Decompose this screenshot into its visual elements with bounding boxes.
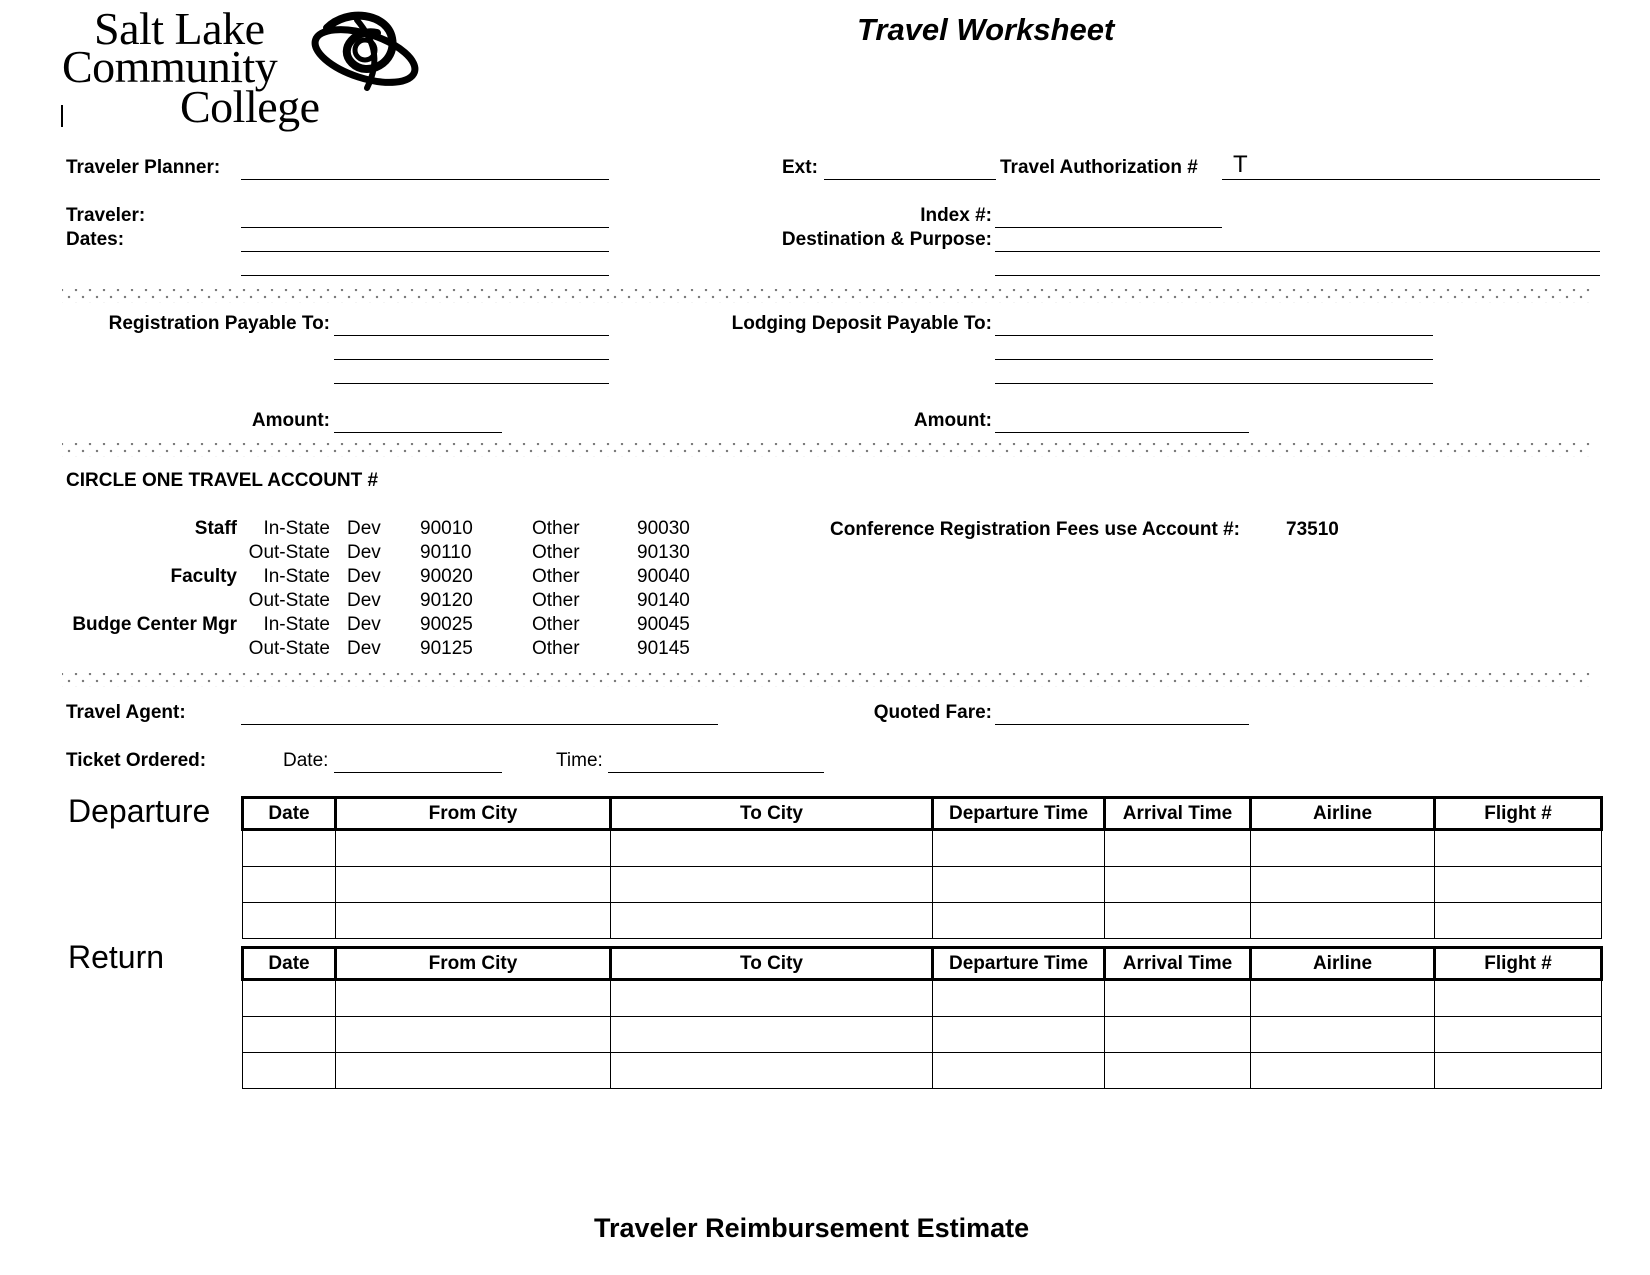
column-header: Flight # [1435,798,1602,830]
table-cell[interactable] [611,1053,933,1089]
dotted-divider [62,673,1592,687]
ticket-ordered-label: Ticket Ordered: [66,750,207,771]
amount-right-field[interactable] [995,432,1249,433]
account-location: Out-State [248,590,330,611]
travel-auth-value: T [1233,151,1248,178]
table-cell[interactable] [611,867,933,903]
column-header: Departure Time [933,798,1105,830]
quoted-fare-label: Quoted Fare: [873,702,992,723]
departure-table [241,796,1603,939]
account-other[interactable]: Other [532,614,580,635]
index-field[interactable] [995,227,1222,228]
table-cell[interactable] [1251,1017,1435,1053]
destination-field-2[interactable] [995,275,1600,276]
amount-left-label: Amount: [251,410,330,431]
table-cell[interactable] [611,980,933,1017]
table-cell[interactable] [243,1017,336,1053]
travel-auth-label: Travel Authorization # [1000,157,1198,178]
lodging-field-2[interactable] [995,359,1433,360]
account-other-number[interactable]: 90045 [637,614,690,635]
account-other-number[interactable]: 90040 [637,566,690,587]
column-header: Flight # [1435,948,1602,980]
table-cell[interactable] [243,903,336,939]
registration-label: Registration Payable To: [108,313,330,334]
ext-field[interactable] [824,179,996,180]
table-cell[interactable] [336,1053,611,1089]
table-cell[interactable] [933,903,1105,939]
registration-field-3[interactable] [334,383,609,384]
table-cell[interactable] [1105,830,1251,867]
table-cell[interactable] [243,830,336,867]
account-other[interactable]: Other [532,542,580,563]
table-cell[interactable] [933,980,1105,1017]
return-label: Return [68,939,165,975]
dates-label: Dates: [66,229,125,250]
table-cell[interactable] [336,867,611,903]
destination-label: Destination & Purpose: [781,229,992,250]
table-cell[interactable] [1105,903,1251,939]
table-cell[interactable] [1105,1053,1251,1089]
account-group-label: Budge Center Mgr [72,614,237,635]
account-dev[interactable]: Dev [347,590,381,611]
travel-auth-field[interactable] [1222,179,1600,180]
table-cell[interactable] [243,1053,336,1089]
lodging-label: Lodging Deposit Payable To: [731,313,992,334]
account-dev-number[interactable]: 90025 [420,614,473,635]
table-cell[interactable] [1435,980,1602,1017]
table-row [243,980,1602,1017]
dotted-divider [62,443,1592,457]
traveler-planner-field[interactable] [241,179,609,180]
account-location: In-State [263,614,330,635]
account-dev[interactable]: Dev [347,614,381,635]
table-cell[interactable] [1251,1053,1435,1089]
account-location: Out-State [248,638,330,659]
account-location: In-State [263,518,330,539]
ticket-date-field[interactable] [334,772,502,773]
table-cell[interactable] [1251,980,1435,1017]
college-logo [62,3,422,138]
account-heading: CIRCLE ONE TRAVEL ACCOUNT # [66,470,379,491]
account-group-label: Staff [194,518,237,539]
column-header: Date [243,798,336,830]
return-table [241,946,1603,1089]
table-cell[interactable] [933,1053,1105,1089]
travel-agent-label: Travel Agent: [66,702,186,723]
table-cell[interactable] [243,867,336,903]
column-header: To City [611,798,933,830]
travel-agent-field[interactable] [241,724,718,725]
table-cell[interactable] [933,867,1105,903]
table-cell[interactable] [933,830,1105,867]
table-cell[interactable] [1435,903,1602,939]
account-location: Out-State [248,542,330,563]
column-header: Date [243,948,336,980]
table-cell[interactable] [336,830,611,867]
table-cell[interactable] [1105,867,1251,903]
column-header: From City [336,798,611,830]
logo-line-3: College [180,81,320,132]
account-location: In-State [263,566,330,587]
account-other-number[interactable]: 90145 [637,638,690,659]
account-dev[interactable]: Dev [347,566,381,587]
account-dev[interactable]: Dev [347,518,381,539]
account-other[interactable]: Other [532,518,580,539]
table-header-row [243,798,1602,830]
account-other-number[interactable]: 90140 [637,590,690,611]
account-other-number[interactable]: 90130 [637,542,690,563]
column-header: Airline [1251,948,1435,980]
ticket-time-label: Time: [556,750,603,771]
logo-line-2: Community [62,41,278,92]
column-header: Arrival Time [1105,798,1251,830]
account-other[interactable]: Other [532,590,580,611]
column-header: Departure Time [933,948,1105,980]
logo-knot-icon [307,8,422,103]
account-dev-number[interactable]: 90020 [420,566,473,587]
table-cell[interactable] [1435,830,1602,867]
traveler-label: Traveler: [66,205,146,226]
table-cell[interactable] [933,1017,1105,1053]
account-dev-number[interactable]: 90125 [420,638,473,659]
account-dev-number[interactable]: 90010 [420,518,473,539]
table-row [243,903,1602,939]
dates-field-2[interactable] [241,275,609,276]
table-cell[interactable] [1251,830,1435,867]
quoted-fare-field[interactable] [995,724,1249,725]
account-group-label: Faculty [170,566,237,587]
table-cell[interactable] [1435,1017,1602,1053]
table-row [243,830,1602,867]
account-dev-number[interactable]: 90110 [420,542,472,563]
ext-label: Ext: [782,157,818,178]
amount-right-label: Amount: [913,410,992,431]
lodging-field[interactable] [995,335,1433,336]
account-other[interactable]: Other [532,566,580,587]
ticket-date-label: Date: [283,750,329,771]
account-other[interactable]: Other [532,638,580,659]
table-cell[interactable] [1251,867,1435,903]
account-dev[interactable]: Dev [347,638,381,659]
column-header: From City [336,948,611,980]
table-row [243,1017,1602,1053]
table-cell[interactable] [1251,903,1435,939]
column-header: Airline [1251,798,1435,830]
dates-field[interactable] [241,251,609,252]
table-cell[interactable] [1435,867,1602,903]
registration-field-2[interactable] [334,359,609,360]
traveler-planner-label: Traveler Planner: [66,157,221,178]
index-label: Index #: [920,205,992,226]
destination-field[interactable] [995,251,1600,252]
table-cell[interactable] [1435,1053,1602,1089]
table-cell[interactable] [611,830,933,867]
table-cell[interactable] [336,903,611,939]
table-cell[interactable] [336,1017,611,1053]
cursor-mark [61,105,63,127]
table-cell[interactable] [611,903,933,939]
table-row [243,1053,1602,1089]
column-header: Arrival Time [1105,948,1251,980]
conference-account-value: 73510 [1286,519,1339,540]
table-cell[interactable] [1105,1017,1251,1053]
page-title: Travel Worksheet [857,12,1115,47]
lodging-field-3[interactable] [995,383,1433,384]
table-row [243,867,1602,903]
dotted-divider [62,289,1592,303]
table-cell[interactable] [336,980,611,1017]
reimbursement-heading: Traveler Reimbursement Estimate [594,1213,1030,1243]
account-other-number[interactable]: 90030 [637,518,690,539]
traveler-field[interactable] [241,227,609,228]
table-cell[interactable] [1105,980,1251,1017]
table-header-row [243,948,1602,980]
account-dev-number[interactable]: 90120 [420,590,473,611]
account-dev[interactable]: Dev [347,542,381,563]
departure-label: Departure [68,793,211,829]
conference-account-label: Conference Registration Fees use Account #: [830,519,1241,540]
logo-line-1: Salt Lake [94,3,265,54]
column-header: To City [611,948,933,980]
ticket-time-field[interactable] [608,772,824,773]
registration-field[interactable] [334,335,609,336]
table-cell[interactable] [243,980,336,1017]
table-cell[interactable] [611,1017,933,1053]
amount-left-field[interactable] [334,432,502,433]
